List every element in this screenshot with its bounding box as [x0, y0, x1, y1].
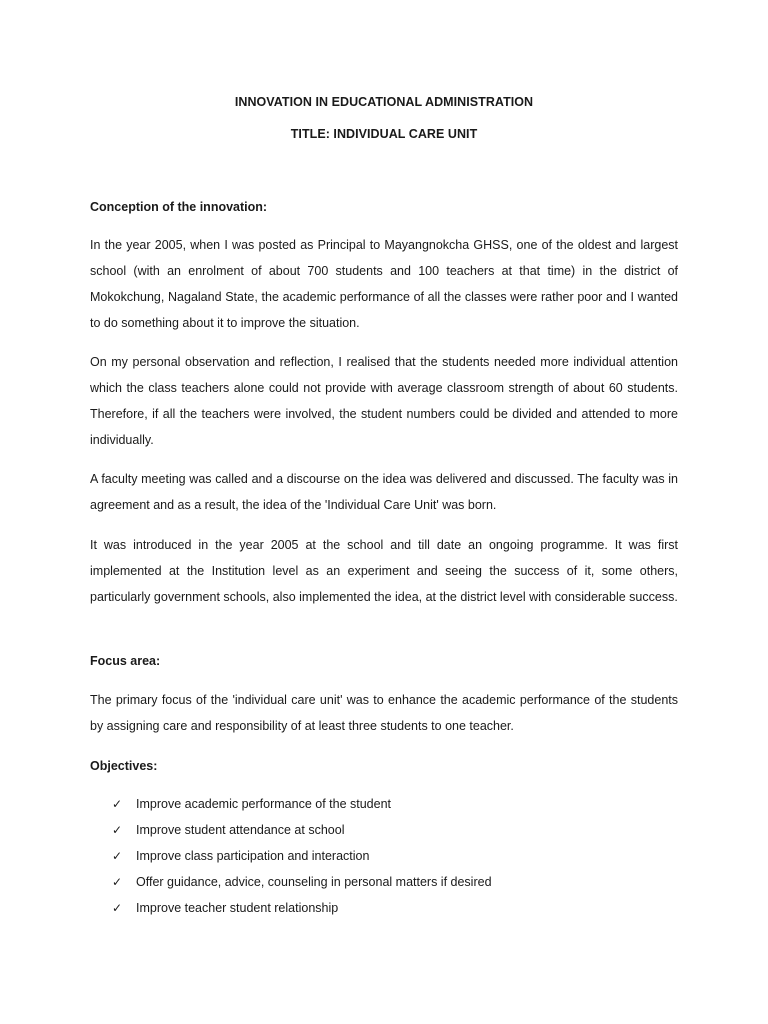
- document-title: INNOVATION IN EDUCATIONAL ADMINISTRATION: [234, 95, 534, 109]
- conception-paragraph-1: In the year 2005, when I was posted as Principal to Mayangnokcha GHSS, one of the oldest and largest school (with an enrolment of about 700 students and 100 teachers at that time) in the district of Mokokchung, Nagaland State, the academic performance of all the classes were rather poor and I wanted to do something about it to improve the situation.: [90, 238, 678, 330]
- checkmark-icon: ✓: [112, 797, 123, 811]
- focus-area-heading: Focus area:: [90, 654, 161, 668]
- objective-text: Improve teacher student relationship: [136, 901, 339, 915]
- conception-paragraph-3: A faculty meeting was called and a discourse on the idea was delivered and discussed. The faculty was in agreement and as a result, the idea of the 'Individual Care Unit' was born.: [90, 472, 678, 512]
- objective-item: [112, 846, 492, 872]
- objective-item: [112, 872, 492, 898]
- objective-item: [112, 794, 492, 820]
- objective-text: Improve academic performance of the student: [136, 797, 391, 811]
- checkmark-icon: ✓: [112, 849, 123, 863]
- conception-paragraph-2: On my personal observation and reflection, I realised that the students needed more individual attention which the class teachers alone could not provide with average classroom strength of about 60 students. Therefore, if all the teachers were involved, the student numbers could be divided and attended to more individually.: [90, 355, 678, 447]
- objective-text: Improve student attendance at school: [136, 823, 345, 837]
- checkmark-icon: ✓: [112, 901, 123, 915]
- focus-area-paragraph: The primary focus of the 'individual care unit' was to enhance the academic performance of the students by assigning care and responsibility of at least three students to one teacher.: [90, 693, 678, 733]
- objectives-list: [112, 794, 492, 924]
- conception-paragraph-4: It was introduced in the year 2005 at the school and till date an ongoing programme. It was first implemented at the Institution level as an experiment and seeing the success of it, some others, particularly government schools, also implemented the idea, at the district level with considerable success.: [90, 538, 678, 604]
- objective-item: [112, 898, 492, 924]
- checkmark-icon: ✓: [112, 823, 123, 837]
- objectives-heading: Objectives:: [90, 759, 158, 773]
- conception-heading: Conception of the innovation:: [90, 200, 268, 214]
- objective-text: Improve class participation and interaction: [136, 849, 370, 863]
- document-subtitle: TITLE: INDIVIDUAL CARE UNIT: [290, 127, 478, 141]
- objective-text: Offer guidance, advice, counseling in personal matters if desired: [136, 875, 492, 889]
- checkmark-icon: ✓: [112, 875, 123, 889]
- objective-item: [112, 820, 492, 846]
